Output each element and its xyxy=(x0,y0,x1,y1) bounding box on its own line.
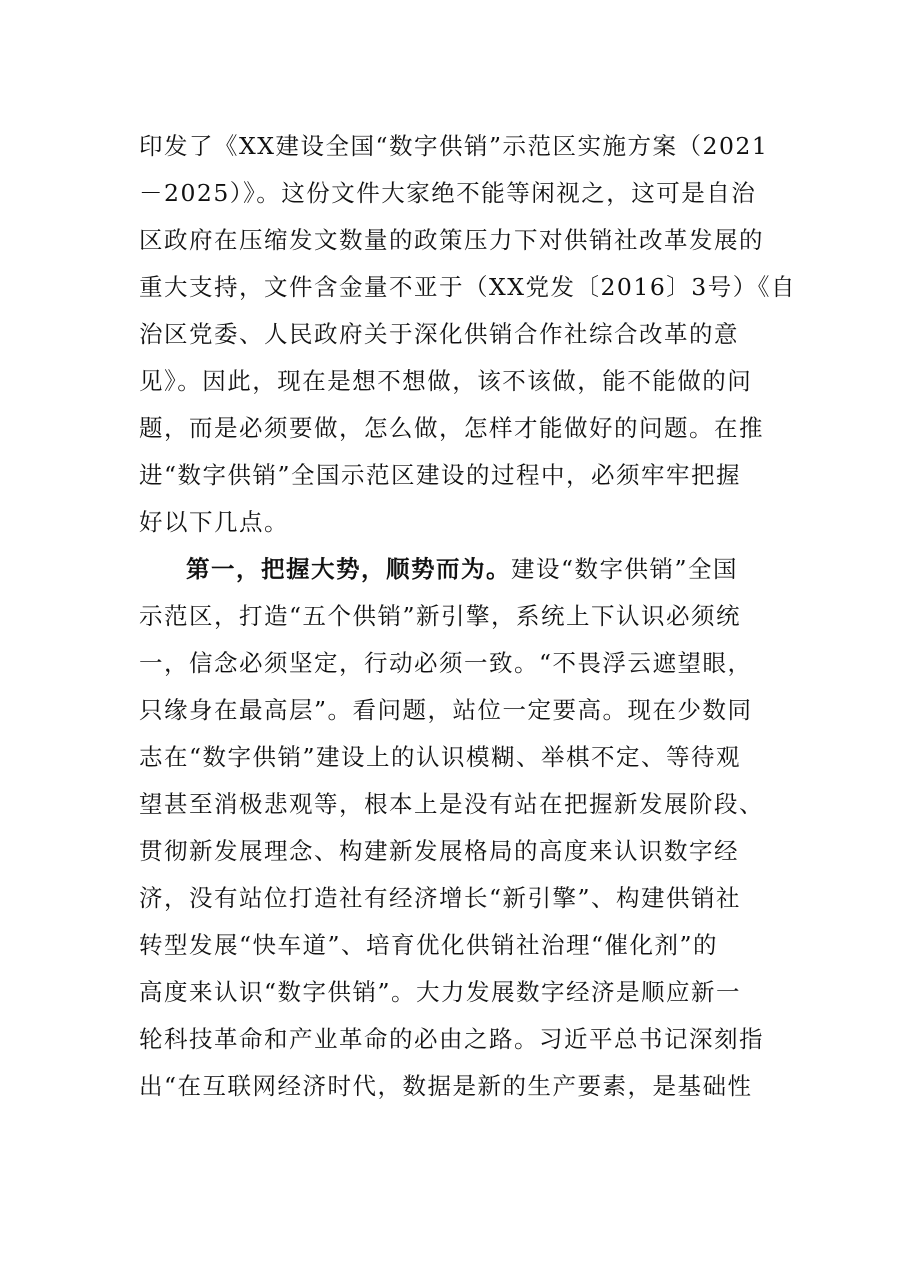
document-body xyxy=(139,123,796,1110)
text-line: 进“数字供销”全国示范区建设的过程中，必须牢牢把握 xyxy=(139,461,742,489)
text-line: 一，信念必须坚定，行动必须一致。“不畏浮云遮望眼， xyxy=(139,649,753,677)
text-line: 印发了《XX建设全国“数字供销”示范区实施方案（2021 xyxy=(139,132,769,160)
text-line: 济，没有站位打造社有经济增长“新引擎”、构建供销社 xyxy=(139,884,742,912)
text-line: 题，而是必须要做，怎么做，怎样才能做好的问题。在推 xyxy=(139,414,764,442)
text-line: 出“在互联网经济时代，数据是新的生产要素，是基础性 xyxy=(139,1072,753,1100)
text-line: －2025）》。这份文件大家绝不能等闲视之，这可是自治 xyxy=(139,179,757,207)
text-line: 转型发展“快车道”、培育优化供销社治理“催化剂”的 xyxy=(139,931,719,959)
text-line: 轮科技革命和产业革命的必由之路。习近平总书记深刻指 xyxy=(139,1025,764,1053)
paragraph-first-point xyxy=(139,546,779,1110)
text-line: 区政府在压缩发文数量的政策压力下对供销社改革发展的 xyxy=(139,226,764,254)
text-line: 只缘身在最高层”。看问题，站位一定要高。现在少数同 xyxy=(139,696,753,724)
text-line: 示范区，打造“五个供销”新引擎，系统上下认识必须统 xyxy=(139,602,742,630)
text-line: 治区党委、人民政府关于深化供销合作社综合改革的意 xyxy=(139,320,739,348)
text-line: 高度来认识“数字供销”。大力发展数字经济是顺应新一 xyxy=(139,978,742,1006)
text-line: 见》。因此，现在是想不想做，该不该做，能不能做的问 xyxy=(139,367,753,395)
text-line: 好以下几点。 xyxy=(139,508,289,536)
text-line: 志在“数字供销”建设上的认识模糊、举棋不定、等待观 xyxy=(139,743,742,771)
section-heading: 第一，把握大势，顺势而为。 xyxy=(186,555,511,583)
text-line: 望甚至消极悲观等，根本上是没有站在把握新发展阶段、 xyxy=(139,790,764,818)
paragraph-intro xyxy=(139,123,796,546)
text-line: 贯彻新发展理念、构建新发展格局的高度来认识数字经 xyxy=(139,837,739,865)
text-run: 建设“数字供销”全国 xyxy=(511,555,739,583)
text-line xyxy=(139,546,779,593)
text-line: 重大支持，文件含金量不亚于（XX党发〔2016〕3号）《自 xyxy=(139,273,796,301)
